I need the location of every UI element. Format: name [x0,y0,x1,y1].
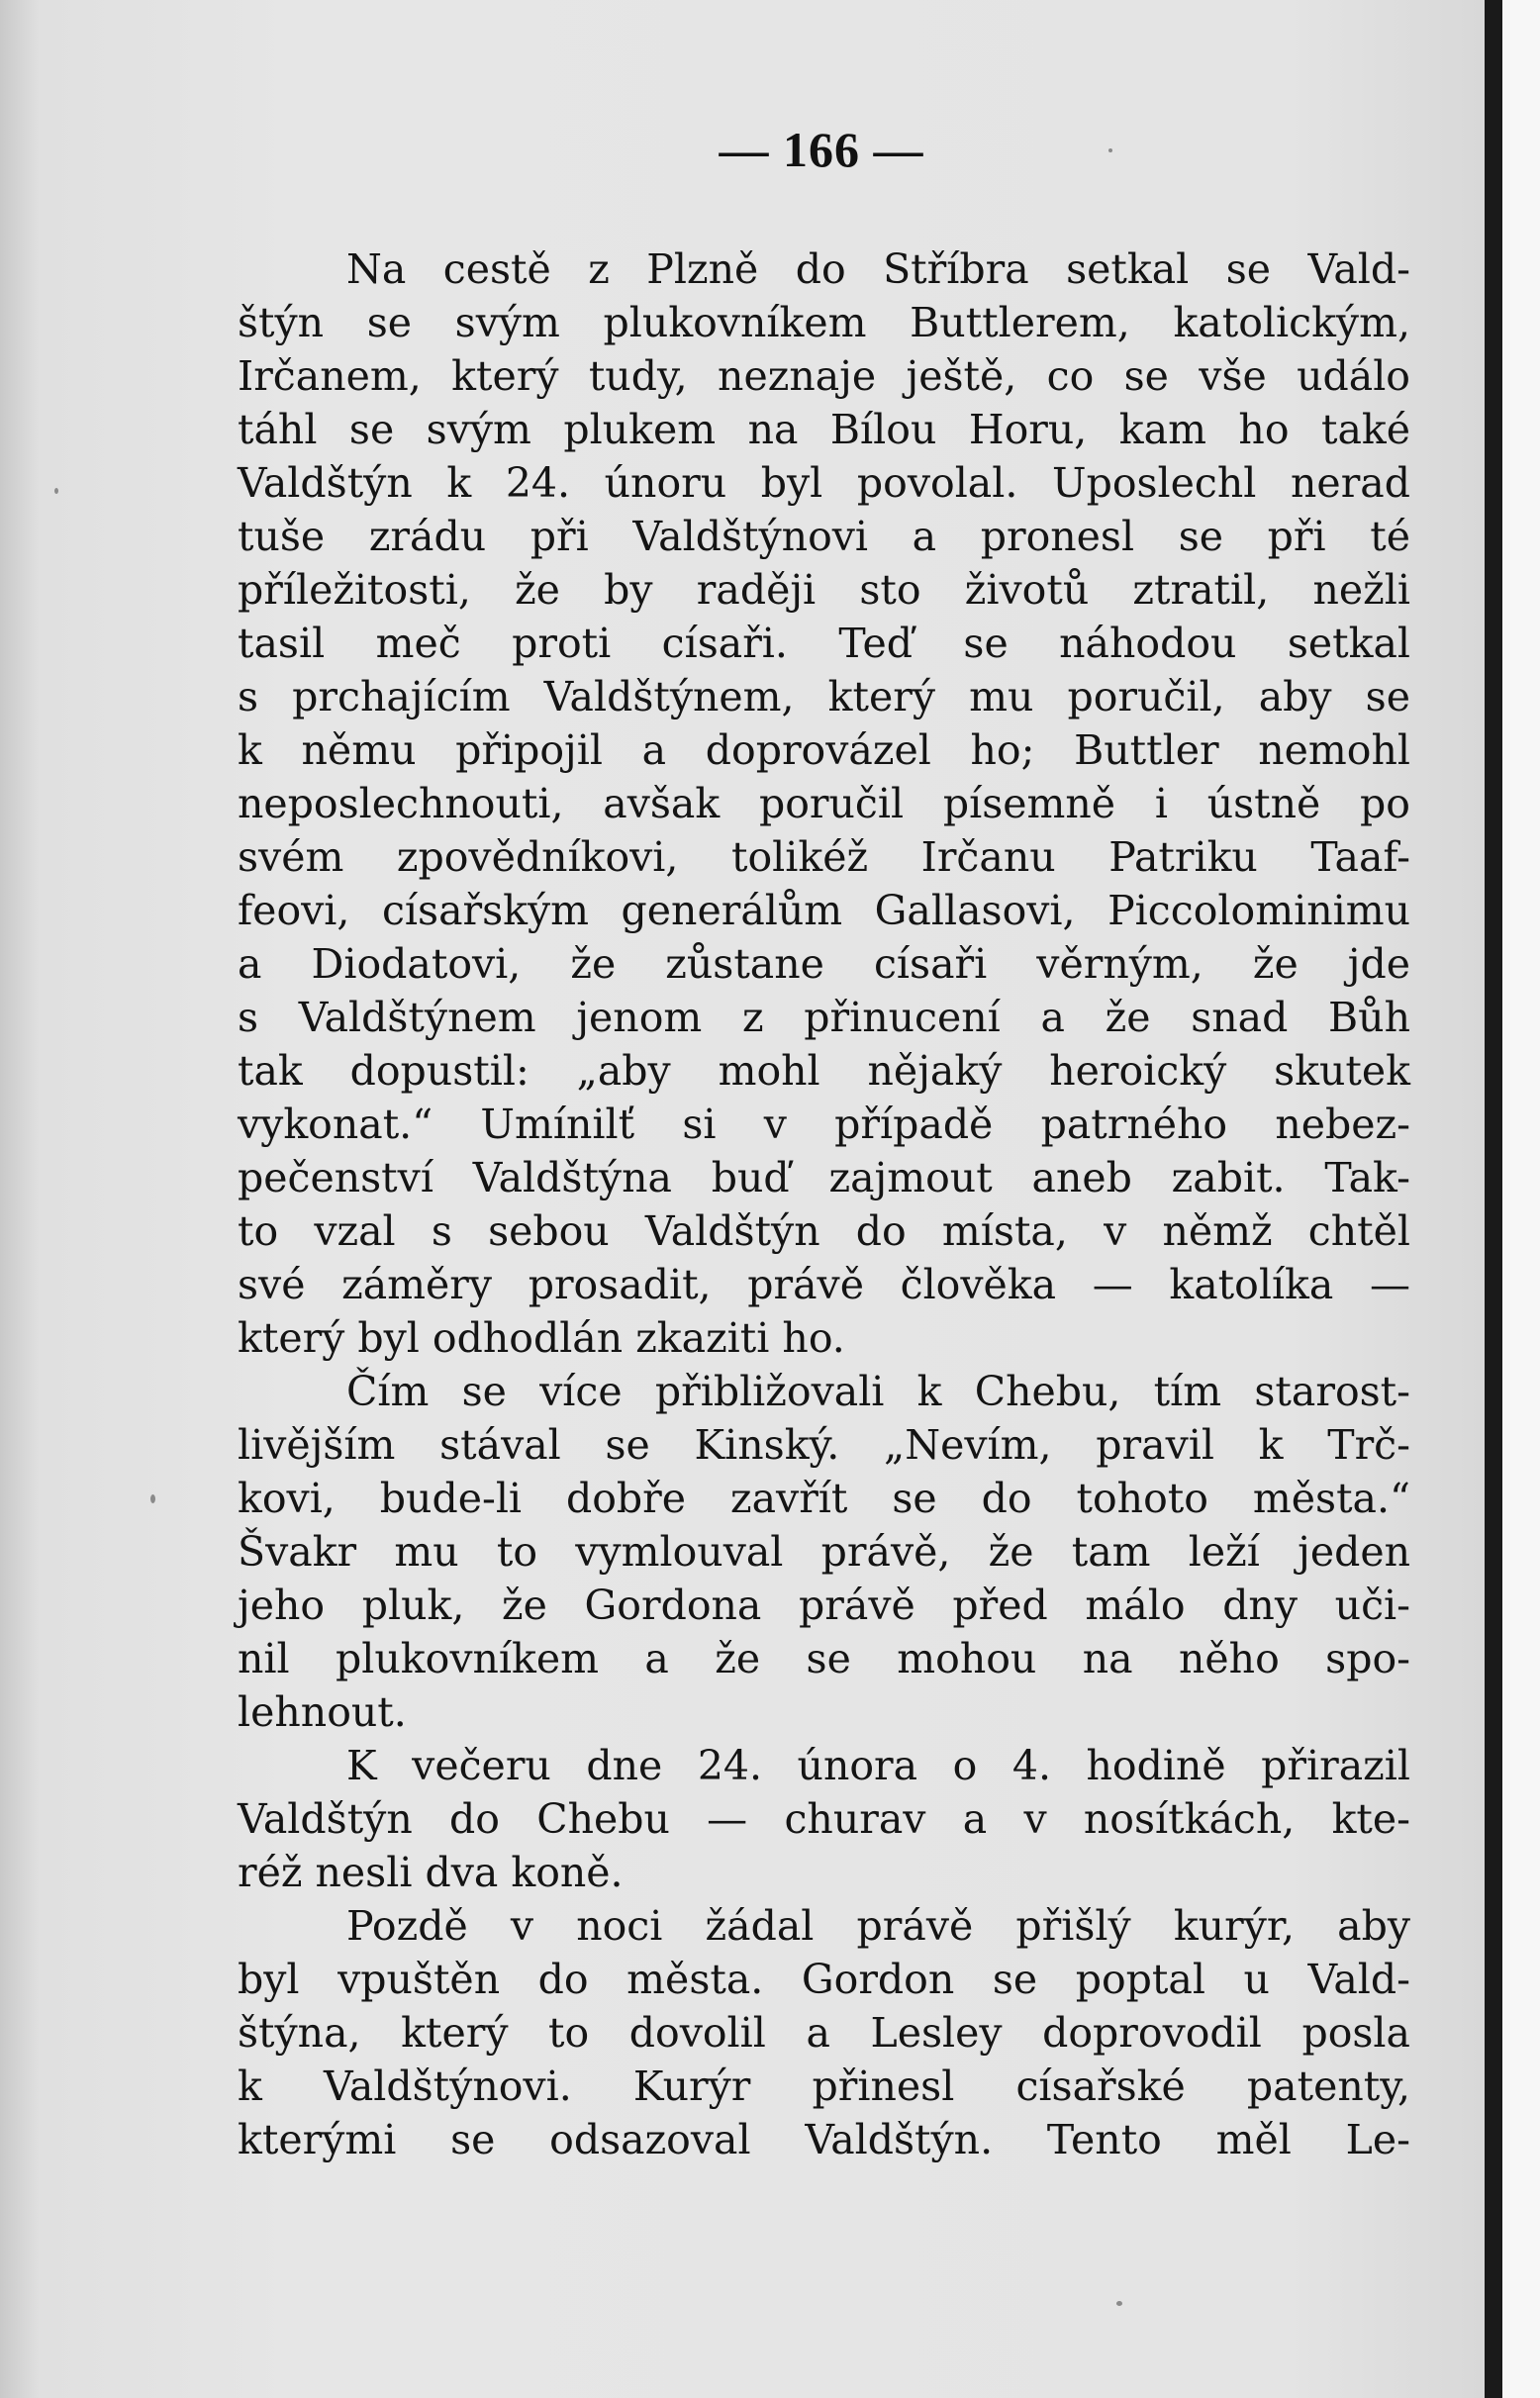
text-line: táhl se svým plukem na Bílou Horu, kam ho také [238,406,1410,453]
text-line: štýna, který to dovolil a Lesley doprovodil posla [238,2009,1410,2057]
text-line: nil plukovníkem a že se mohou na něho spo- [238,1635,1410,1682]
text-line: své záměry prosadit, právě člověka — katolíka — [238,1261,1410,1308]
scan-speck [150,1494,155,1503]
text-line: svém zpovědníkovi, tolikéž Irčanu Patriku Taaf- [238,833,1410,881]
text-line: Pozdě v noci žádal právě přišlý kurýr, aby [346,1902,1410,1950]
text-line: s Valdštýnem jenom z přinucení a že snad Bůh [238,994,1410,1041]
text-line: Irčanem, který tudy, neznaje ještě, co se vše událo [238,352,1410,400]
text-line: k Valdštýnovi. Kurýr přinesl císařské patenty, [238,2062,1410,2110]
text-line: který byl odhodlán zkaziti ho. [238,1314,845,1362]
text-line: jeho pluk, že Gordona právě před málo dny uči- [238,1582,1410,1629]
text-line: kovi, bude-li dobře zavřít se do tohoto města.“ [238,1475,1410,1522]
scan-speck [1116,2301,1122,2306]
text-line: s prchajícím Valdštýnem, který mu poručil, aby se [238,673,1410,720]
text-line: Švakr mu to vymlouval právě, že tam leží jeden [238,1528,1410,1576]
text-line: K večeru dne 24. února o 4. hodině přirazil [346,1742,1410,1789]
text-line: byl vpuštěn do města. Gordon se poptal u Vald- [238,1956,1410,2003]
text-line: lehnout. [238,1688,407,1736]
text-line: pečenství Valdštýna buď zajmout aneb zabit. Tak- [238,1154,1410,1201]
text-line: tasil meč proti císaři. Teď se náhodou setkal [238,620,1410,667]
body-text [238,242,1410,2166]
text-line: Valdštýn k 24. únoru byl povolal. Uposlechl nerad [238,459,1410,507]
text-line: k němu připojil a doprovázel ho; Buttler nemohl [238,726,1410,774]
text-line: neposlechnouti, avšak poručil písemně i ústně po [238,780,1410,827]
text-line: Valdštýn do Chebu — churav a v nosítkách, kte- [238,1795,1410,1843]
page-number: — 166 — [719,122,924,177]
text-line: réž nesli dva koně. [238,1849,624,1896]
text-line: příležitosti, že by raději sto životů ztratil, nežli [238,566,1410,614]
page-margin-right [1502,0,1540,2398]
scan-speck [54,488,58,494]
text-line: tuše zrádu při Valdštýnovi a pronesl se při té [238,513,1410,560]
text-line: tak dopustil: „aby mohl nějaký heroický skutek [238,1047,1410,1095]
text-line: štýn se svým plukovníkem Buttlerem, katolickým, [238,299,1410,346]
text-line: feovi, císařským generálům Gallasovi, Piccolominimu [238,887,1410,934]
text-line: Čím se více přibližovali k Chebu, tím starost- [346,1368,1410,1415]
text-line: kterými se odsazoval Valdštýn. Tento měl Le- [238,2116,1410,2163]
text-line: a Diodatovi, že zůstane císaři věrným, že jde [238,940,1410,988]
text-line: Na cestě z Plzně do Stříbra setkal se Vald- [346,245,1410,293]
text-line: vykonat.“ Umínilť si v případě patrného nebez- [238,1101,1410,1148]
text-line: to vzal s sebou Valdštýn do místa, v němž chtěl [238,1207,1410,1255]
page-edge-shadow [1485,0,1502,2398]
text-line: livějším stával se Kinský. „Nevím, pravil k Trč- [238,1421,1410,1469]
